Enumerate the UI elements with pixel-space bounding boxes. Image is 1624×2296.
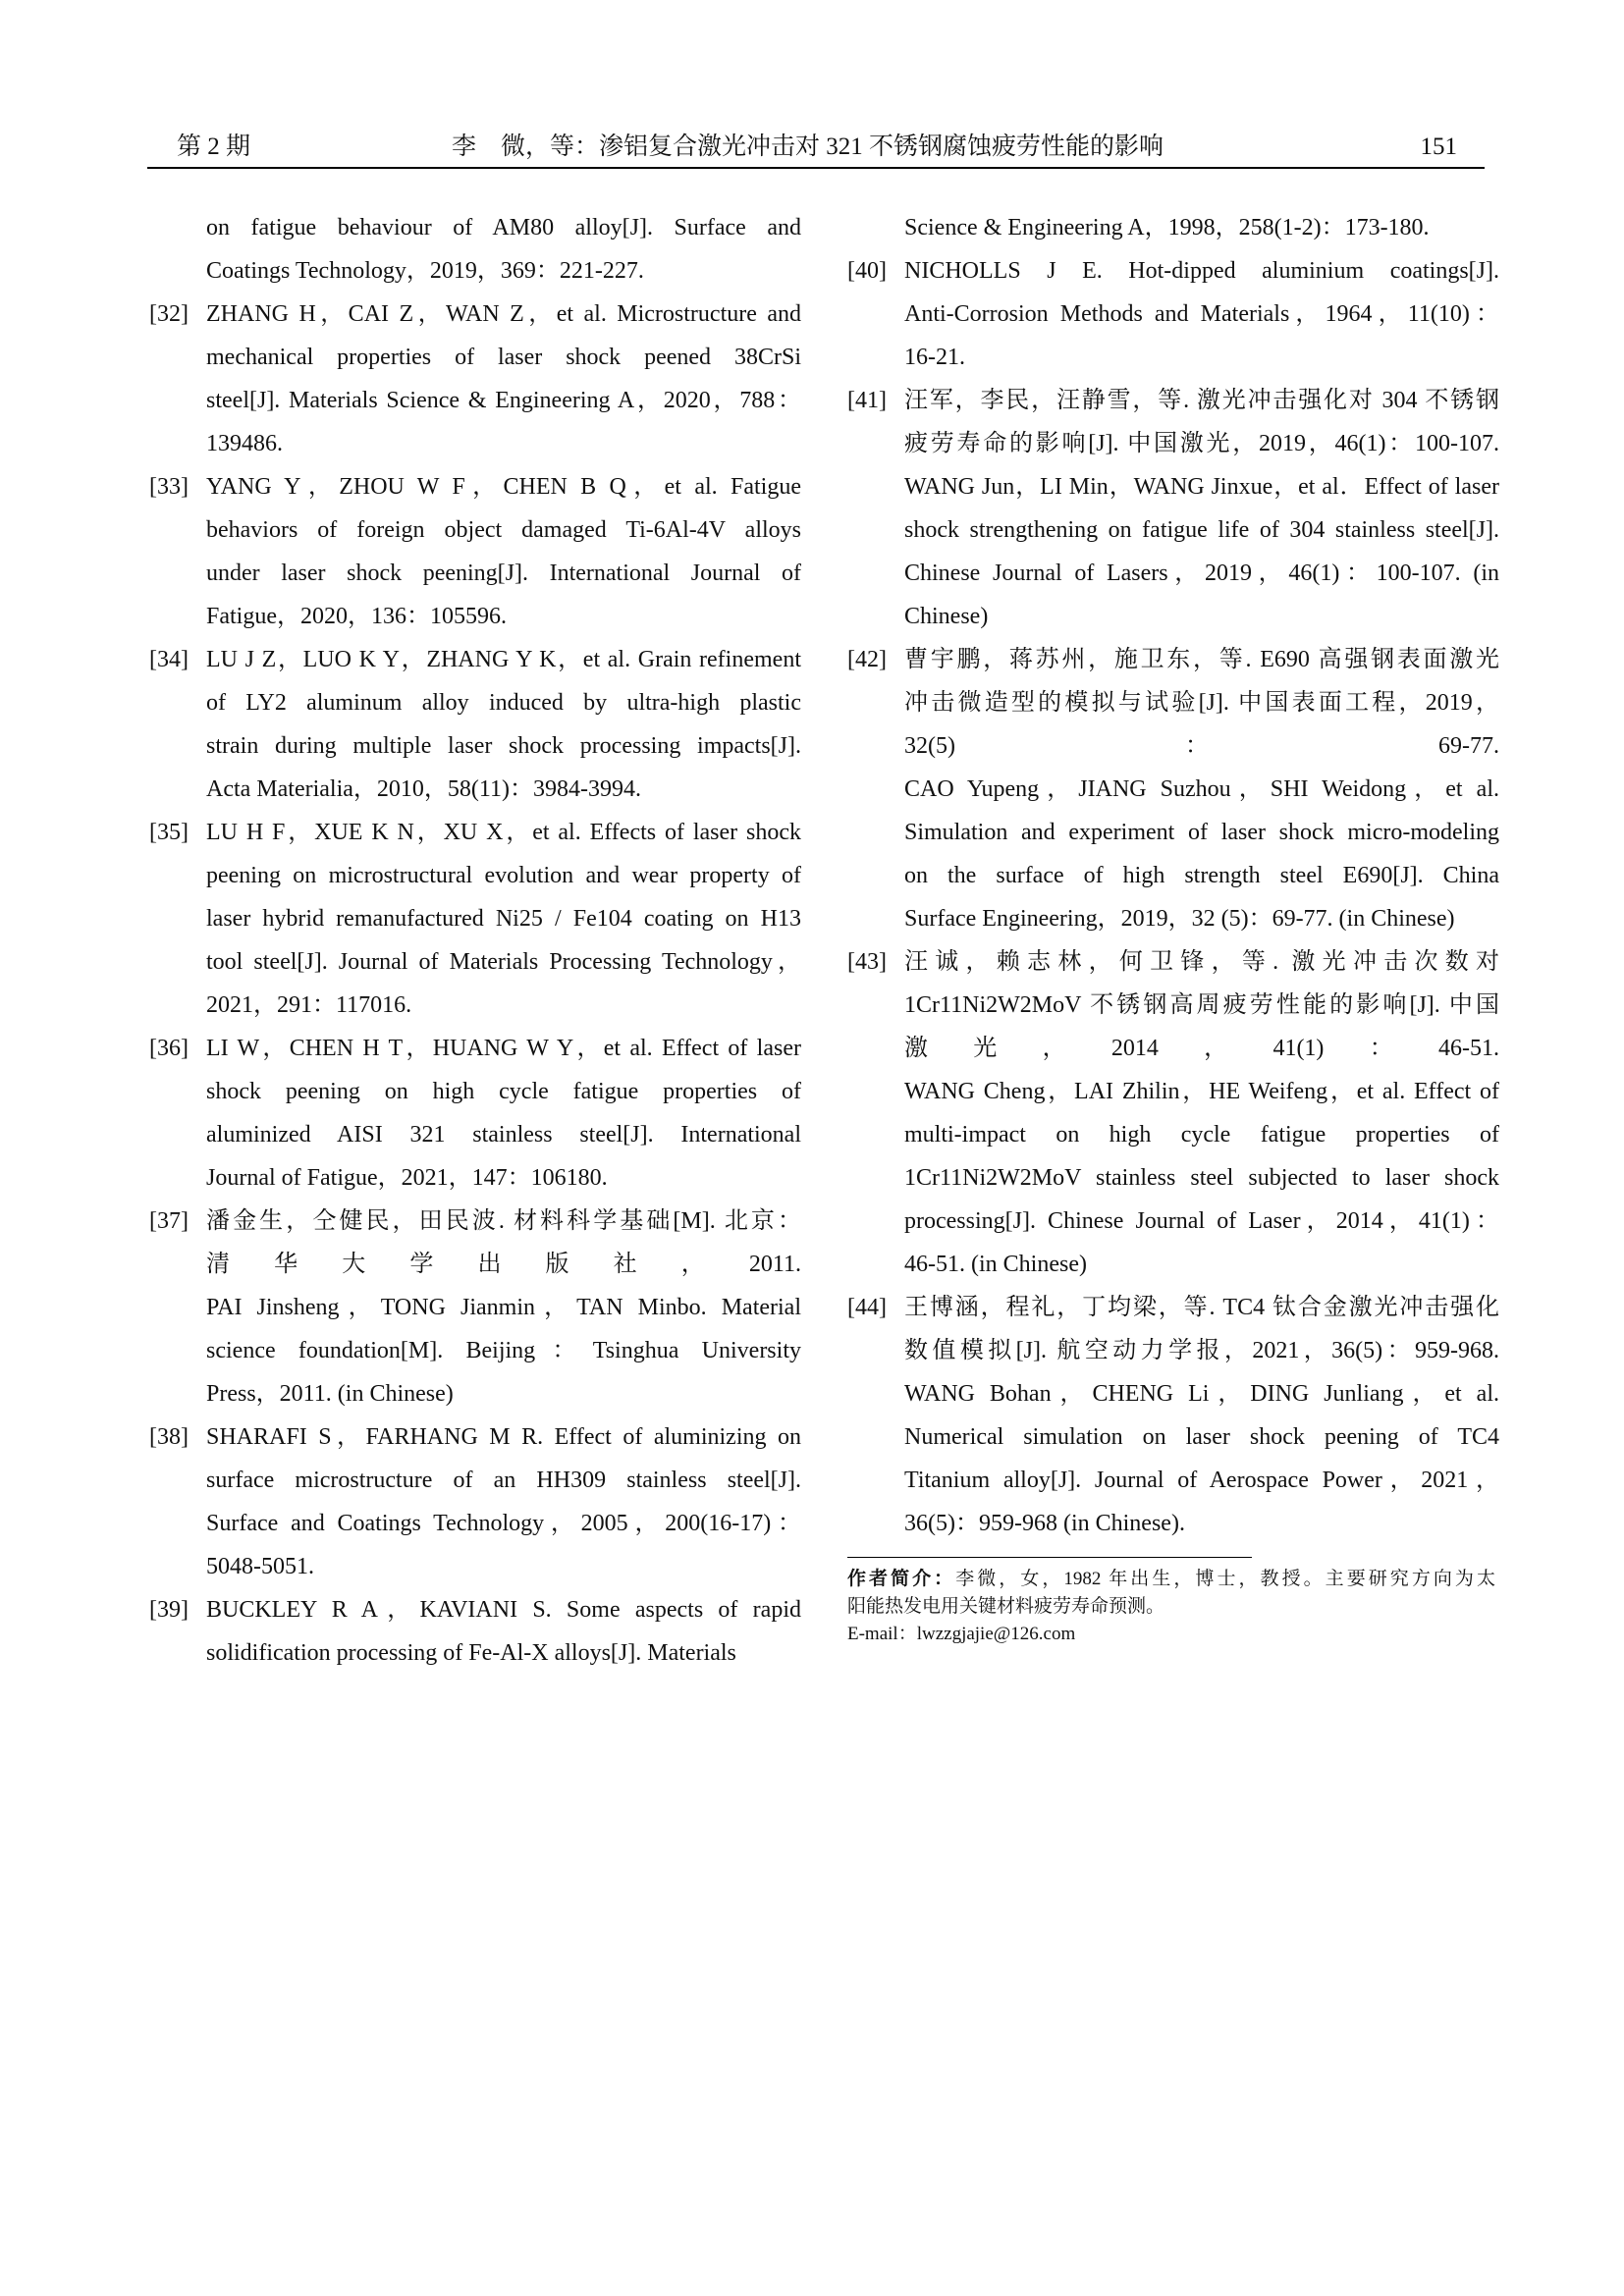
reference-line: on fatigue behaviour of AM80 alloy[J]. Surface and — [206, 215, 801, 240]
reference-line: 32(5)：69-77. — [904, 733, 1499, 759]
author-note — [847, 1557, 1495, 1648]
reference-line: PAI Jinsheng，TONG Jianmin，TAN Minbo. Material — [206, 1295, 801, 1320]
reference-line: Press，2011. (in Chinese) — [206, 1381, 454, 1407]
author-note-line-1 — [847, 1566, 1495, 1593]
reference-line: CAO Yupeng，JIANG Suzhou，SHI Weidong，et al. — [904, 776, 1499, 802]
reference-number: [41] — [847, 388, 887, 413]
reference-line: 1Cr11Ni2W2MoV 不锈钢高周疲劳性能的影响[J]. 中国 — [904, 992, 1499, 1018]
reference-line: YANG Y，ZHOU W F，CHEN B Q，et al. Fatigue — [206, 474, 801, 500]
reference-column-right — [847, 206, 1499, 1545]
reference-line: ZHANG H，CAI Z，WAN Z，et al. Microstructure and — [206, 301, 801, 327]
reference-column-left — [149, 206, 801, 1675]
reference-entry — [149, 465, 801, 638]
reference-line: strain during multiple laser shock processing impacts[J]. — [206, 733, 801, 759]
reference-line: 36(5)：959-968 (in Chinese). — [904, 1511, 1185, 1536]
reference-number: [37] — [149, 1208, 189, 1234]
reference-line: mechanical properties of laser shock peened 38CrSi — [206, 345, 801, 370]
reference-number: [44] — [847, 1295, 887, 1320]
reference-line: 清华大学出版社，2011. — [206, 1252, 801, 1277]
reference-entry — [847, 940, 1499, 1286]
reference-entry — [149, 206, 801, 293]
author-email: E-mail：lwzzgjajie@126.com — [847, 1624, 1076, 1644]
reference-line: processing[J]. Chinese Journal of Laser，2014，41(1)： — [904, 1208, 1499, 1234]
reference-line: aluminized AISI 321 stainless steel[J]. International — [206, 1122, 801, 1148]
reference-line: 疲劳寿命的影响[J]. 中国激光，2019，46(1)：100-107. — [904, 431, 1499, 456]
reference-line: 16-21. — [904, 345, 965, 370]
reference-line: Surface and Coatings Technology，2005，200(16-17)： — [206, 1511, 801, 1536]
reference-line: 曹宇鹏，蒋苏州，施卫东，等. E690 高强钢表面激光 — [904, 647, 1499, 672]
reference-line: 数值模拟[J]. 航空动力学报，2021，36(5)：959-968. — [904, 1338, 1499, 1363]
issue-number: 第 2 期 — [177, 133, 251, 160]
reference-number: [38] — [149, 1424, 189, 1450]
reference-number: [36] — [149, 1036, 189, 1061]
reference-line: under laser shock peening[J]. International Journal of — [206, 561, 801, 586]
reference-line: WANG Bohan，CHENG Li，DING Junliang，et al. — [904, 1381, 1499, 1407]
reference-line: Anti-Corrosion Methods and Materials，1964，11(10)： — [904, 301, 1499, 327]
reference-line: Chinese Journal of Lasers，2019，46(1)：100-107. (in — [904, 561, 1499, 586]
reference-line: Simulation and experiment of laser shock micro-modeling — [904, 820, 1499, 845]
reference-entry — [847, 206, 1499, 249]
reference-number: [39] — [149, 1597, 189, 1623]
author-note-line-2: 阳能热发电用关键材料疲劳寿命预测。 — [847, 1596, 1165, 1617]
reference-entry — [847, 379, 1499, 638]
reference-line: SHARAFI S，FARHANG M R. Effect of aluminizing on — [206, 1424, 801, 1450]
reference-line: multi-impact on high cycle fatigue properties of — [904, 1122, 1499, 1148]
reference-entry — [149, 1588, 801, 1675]
page-number: 151 — [1420, 133, 1457, 160]
reference-line: LU H F，XUE K N，XU X，et al. Effects of laser shock — [206, 820, 801, 845]
reference-line: surface microstructure of an HH309 stainless steel[J]. — [206, 1468, 801, 1493]
reference-line: 5048-5051. — [206, 1554, 314, 1579]
reference-line: WANG Cheng，LAI Zhilin，HE Weifeng，et al. Effect of — [904, 1079, 1499, 1104]
running-title: 李 微，等：渗铝复合激光冲击对 321 不锈钢腐蚀疲劳性能的影响 — [452, 133, 1164, 160]
reference-line: 王博涵，程礼，丁均梁，等. TC4 钛合金激光冲击强化 — [904, 1295, 1499, 1320]
reference-line: 冲击微造型的模拟与试验[J]. 中国表面工程，2019， — [904, 690, 1499, 716]
reference-line: solidification processing of Fe-Al-X alloys[J]. Materials — [206, 1640, 736, 1666]
reference-line: LI W，CHEN H T，HUANG W Y，et al. Effect of laser — [206, 1036, 801, 1061]
reference-number: [40] — [847, 258, 887, 284]
reference-line: steel[J]. Materials Science & Engineering A，2020，788： — [206, 388, 801, 413]
reference-line: shock strengthening on fatigue life of 304 stainless steel[J]. — [904, 517, 1499, 543]
reference-line: 2021，291：117016. — [206, 992, 412, 1018]
reference-line: Titanium alloy[J]. Journal of Aerospace Power，2021， — [904, 1468, 1499, 1493]
reference-line: LU J Z，LUO K Y，ZHANG Y K，et al. Grain refinement — [206, 647, 801, 672]
reference-line: Numerical simulation on laser shock peening of TC4 — [904, 1424, 1499, 1450]
reference-line: tool steel[J]. Journal of Materials Processing Technology， — [206, 949, 801, 975]
reference-line: of LY2 aluminum alloy induced by ultra-high plastic — [206, 690, 801, 716]
reference-line: Surface Engineering，2019，32 (5)：69-77. (in Chinese) — [904, 906, 1455, 932]
running-header — [147, 128, 1485, 169]
reference-entry — [847, 1286, 1499, 1545]
reference-line: BUCKLEY R A，KAVIANI S. Some aspects of rapid — [206, 1597, 801, 1623]
reference-line: 汪军，李民，汪静雪，等. 激光冲击强化对 304 不锈钢 — [904, 388, 1499, 413]
reference-number: [32] — [149, 301, 189, 327]
reference-line: Journal of Fatigue，2021，147：106180. — [206, 1165, 608, 1191]
reference-line: 139486. — [206, 431, 283, 456]
reference-number: [42] — [847, 647, 887, 672]
reference-line: 潘金生，仝健民，田民波. 材料科学基础[M]. 北京： — [206, 1208, 801, 1234]
reference-entry — [847, 249, 1499, 379]
author-note-text: 李微，女，1982 年出生，博士，教授。主要研究方向为太 — [955, 1569, 1495, 1589]
reference-entry — [149, 638, 801, 811]
reference-line: Chinese) — [904, 604, 989, 629]
reference-line: peening on microstructural evolution and wear property of — [206, 863, 801, 888]
reference-line: Acta Materialia，2010，58(11)：3984-3994. — [206, 776, 642, 802]
reference-line: NICHOLLS J E. Hot-dipped aluminium coatings[J]. — [904, 258, 1499, 284]
reference-line: shock peening on high cycle fatigue properties of — [206, 1079, 801, 1104]
reference-entry — [149, 1027, 801, 1200]
reference-line: 激光，2014，41(1)：46-51. — [904, 1036, 1499, 1061]
reference-entry — [149, 1200, 801, 1415]
reference-line: WANG Jun，LI Min，WANG Jinxue，et al．Effect of laser — [904, 474, 1499, 500]
footnote-rule — [847, 1557, 1252, 1558]
author-note-label: 作者简介： — [847, 1569, 956, 1589]
reference-number: [33] — [149, 474, 189, 500]
reference-line: Fatigue，2020，136：105596. — [206, 604, 507, 629]
reference-line: behaviors of foreign object damaged Ti-6Al-4V alloys — [206, 517, 801, 543]
reference-line: Coatings Technology，2019，369：221-227. — [206, 258, 644, 284]
reference-line: on the surface of high strength steel E690[J]. China — [904, 863, 1499, 888]
reference-line: 汪诚，赖志林，何卫锋，等. 激光冲击次数对 — [904, 949, 1499, 975]
reference-line: laser hybrid remanufactured Ni25 / Fe104 coating on H13 — [206, 906, 801, 932]
reference-entry — [149, 1415, 801, 1588]
reference-line: Science & Engineering A，1998，258(1-2)：173-180. — [904, 215, 1430, 240]
reference-entry — [847, 638, 1499, 940]
reference-entry — [149, 293, 801, 465]
reference-line: 46-51. (in Chinese) — [904, 1252, 1087, 1277]
reference-line: 1Cr11Ni2W2MoV stainless steel subjected to laser shock — [904, 1165, 1499, 1191]
reference-number: [35] — [149, 820, 189, 845]
reference-entry — [149, 811, 801, 1027]
reference-number: [43] — [847, 949, 887, 975]
reference-number: [34] — [149, 647, 189, 672]
reference-line: science foundation[M]. Beijing：Tsinghua University — [206, 1338, 801, 1363]
